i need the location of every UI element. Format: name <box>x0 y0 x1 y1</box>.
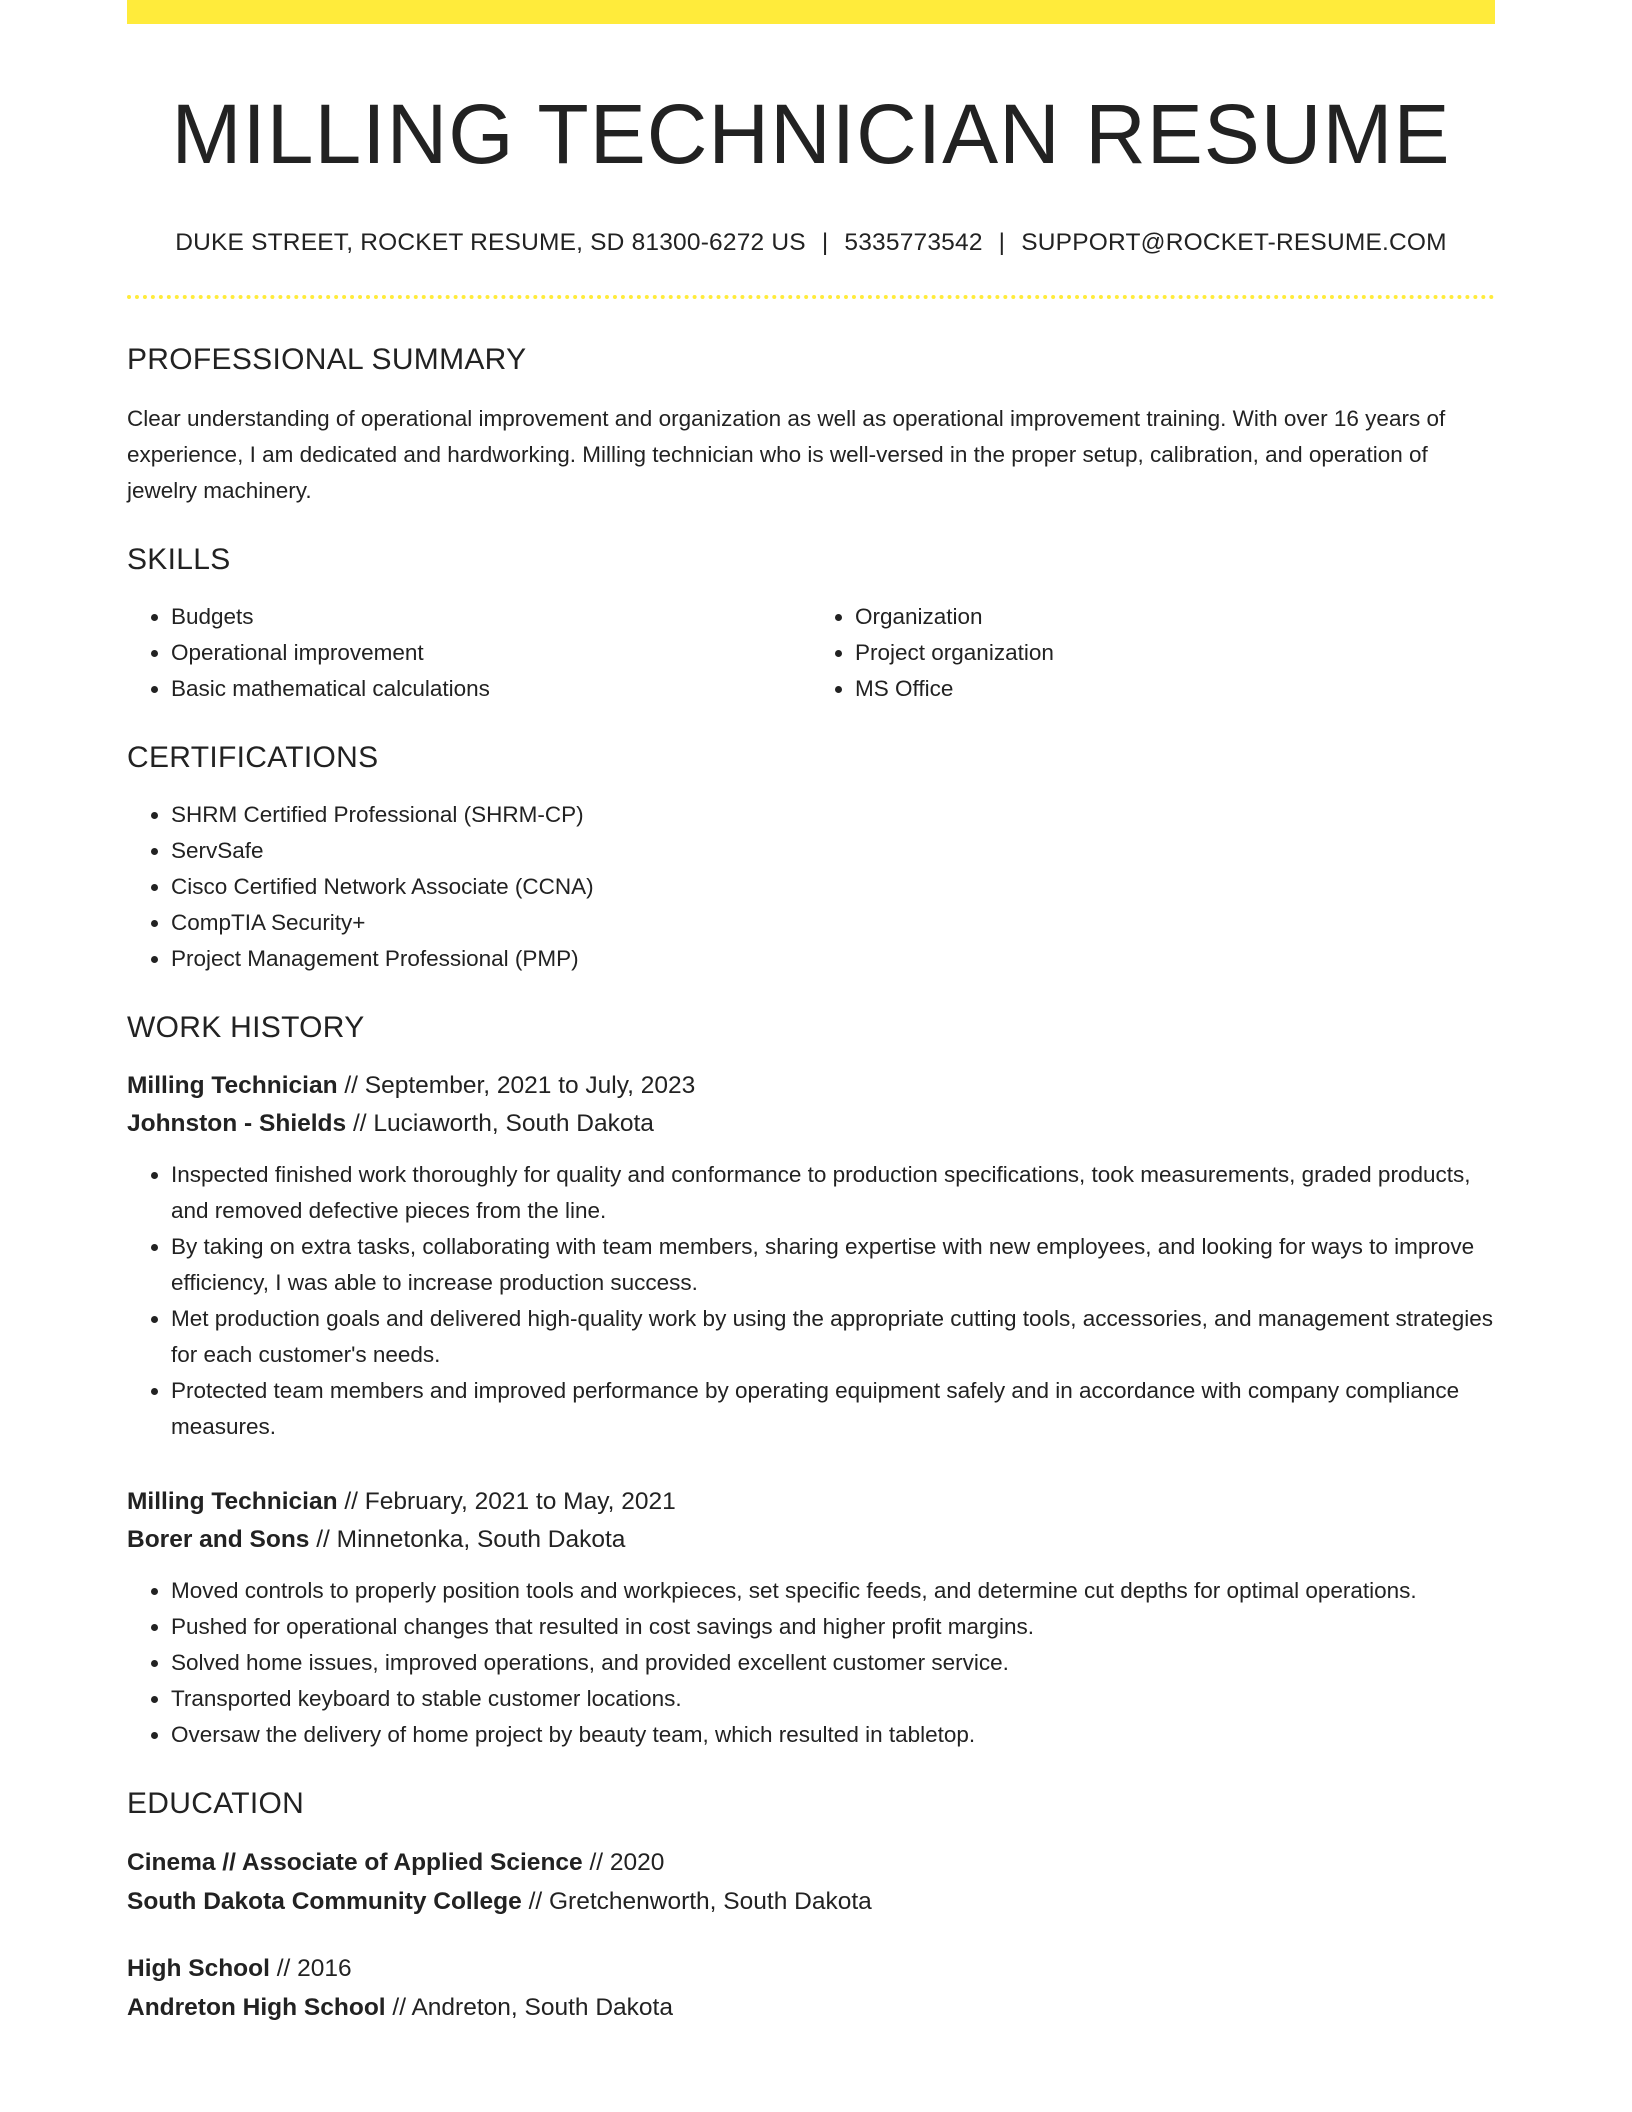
section-title-work-history: WORK HISTORY <box>127 1010 365 1044</box>
section-title-summary: PROFESSIONAL SUMMARY <box>127 342 527 376</box>
job-header <box>127 1067 1495 1143</box>
job-role-line <box>127 1483 1495 1521</box>
summary-text: Clear understanding of operational improvement and organization as well as operational improvement training. With over 16 years of experience, I am dedicated and hardworking. Milling technician who is well-versed in the proper setup, calibration, and operation of jewelry machinery. <box>127 405 1446 503</box>
education-year: // 2020 <box>582 1848 665 1876</box>
job-dates: // February, 2021 to May, 2021 <box>337 1487 676 1515</box>
job-bullet: • Pushed for operational changes that resulted in cost savings and higher profit margins. <box>171 1609 1495 1645</box>
section-title-education: EDUCATION <box>127 1786 305 1820</box>
education-year: // 2016 <box>269 1954 352 1982</box>
job-header <box>127 1483 1495 1559</box>
section-title-certifications: CERTIFICATIONS <box>127 740 379 774</box>
skill-item: • Project organization <box>855 635 1495 671</box>
skill-item: • MS Office <box>855 671 1495 707</box>
skills-column-left <box>127 599 811 707</box>
job-bullet: • Inspected finished work thoroughly for quality and conformance to production specifications, took measurements, graded products, and removed defective pieces from the line. <box>171 1157 1495 1229</box>
contact-phone: 5335773542 <box>844 228 983 256</box>
education-degree: High School <box>127 1954 270 1982</box>
job-bullet-list <box>127 1157 1495 1445</box>
job-bullet: • Solved home issues, improved operations, and provided excellent customer service. <box>171 1645 1495 1681</box>
education-location: // Andreton, South Dakota <box>385 1993 673 2021</box>
skill-item: • Basic mathematical calculations <box>171 671 811 707</box>
contact-email: SUPPORT@ROCKET-RESUME.COM <box>1021 228 1447 256</box>
resume-page <box>127 0 1495 2027</box>
dotted-divider <box>127 295 1495 299</box>
skill-item: • Operational improvement <box>171 635 811 671</box>
contact-separator: | <box>998 228 1006 256</box>
skills-column-right <box>811 599 1495 707</box>
job-bullet: • Protected team members and improved performance by operating equipment safely and in accordance with company compliance measures. <box>171 1373 1495 1445</box>
job-role-line <box>127 1067 1495 1105</box>
education-degree: Cinema // Associate of Applied Science <box>127 1848 583 1876</box>
education-location: // Gretchenworth, South Dakota <box>521 1887 872 1915</box>
job-bullet: • Moved controls to properly position tools and workpieces, set specific feeds, and determine cut depths for optimal operations. <box>171 1573 1495 1609</box>
job-bullet-list <box>127 1573 1495 1753</box>
certification-list <box>127 797 1495 977</box>
certification-item: • Cisco Certified Network Associate (CCNA) <box>171 869 1495 905</box>
top-accent-bar <box>127 0 1495 24</box>
contact-address: DUKE STREET, ROCKET RESUME, SD 81300-6272 US <box>175 228 806 256</box>
job-company-line <box>127 1105 1495 1143</box>
education-degree-line <box>127 1949 1495 1988</box>
job-bullet: • By taking on extra tasks, collaborating with team members, sharing expertise with new employees, and looking for ways to improve efficiency, I was able to increase production success. <box>171 1229 1495 1301</box>
skills-grid <box>127 599 1495 707</box>
skill-item: • Budgets <box>171 599 811 635</box>
education-school: South Dakota Community College <box>127 1887 522 1915</box>
job-bullet: • Met production goals and delivered high-quality work by using the appropriate cutting tools, accessories, and management strategies for each customer's needs. <box>171 1301 1495 1373</box>
certification-item: • CompTIA Security+ <box>171 905 1495 941</box>
job-entry <box>127 1067 1495 1445</box>
job-bullet: • Transported keyboard to stable customer locations. <box>171 1681 1495 1717</box>
certification-item: • SHRM Certified Professional (SHRM-CP) <box>171 797 1495 833</box>
job-dates: // September, 2021 to July, 2023 <box>337 1071 696 1099</box>
job-role: Milling Technician <box>127 1071 338 1099</box>
education-degree-line <box>127 1843 1495 1882</box>
contact-separator: | <box>821 228 829 256</box>
education-school: Andreton High School <box>127 1993 386 2021</box>
education-school-line <box>127 1882 1495 1921</box>
job-location: // Minnetonka, South Dakota <box>309 1525 626 1553</box>
job-bullet: • Oversaw the delivery of home project by beauty team, which resulted in tabletop. <box>171 1717 1495 1753</box>
certification-item: • Project Management Professional (PMP) <box>171 941 1495 977</box>
certification-item: • ServSafe <box>171 833 1495 869</box>
job-role: Milling Technician <box>127 1487 338 1515</box>
job-entry <box>127 1483 1495 1753</box>
education-entry <box>127 1949 1495 2027</box>
education-entry <box>127 1843 1495 1921</box>
job-company-line <box>127 1521 1495 1559</box>
job-company: Johnston - Shields <box>127 1109 347 1137</box>
job-company: Borer and Sons <box>127 1525 310 1553</box>
skill-item: • Organization <box>855 599 1495 635</box>
section-title-skills: SKILLS <box>127 542 231 576</box>
education-school-line <box>127 1988 1495 2027</box>
job-location: // Luciaworth, South Dakota <box>346 1109 654 1137</box>
contact-line <box>127 229 1495 257</box>
resume-title: MILLING TECHNICIAN RESUME <box>171 87 1451 181</box>
